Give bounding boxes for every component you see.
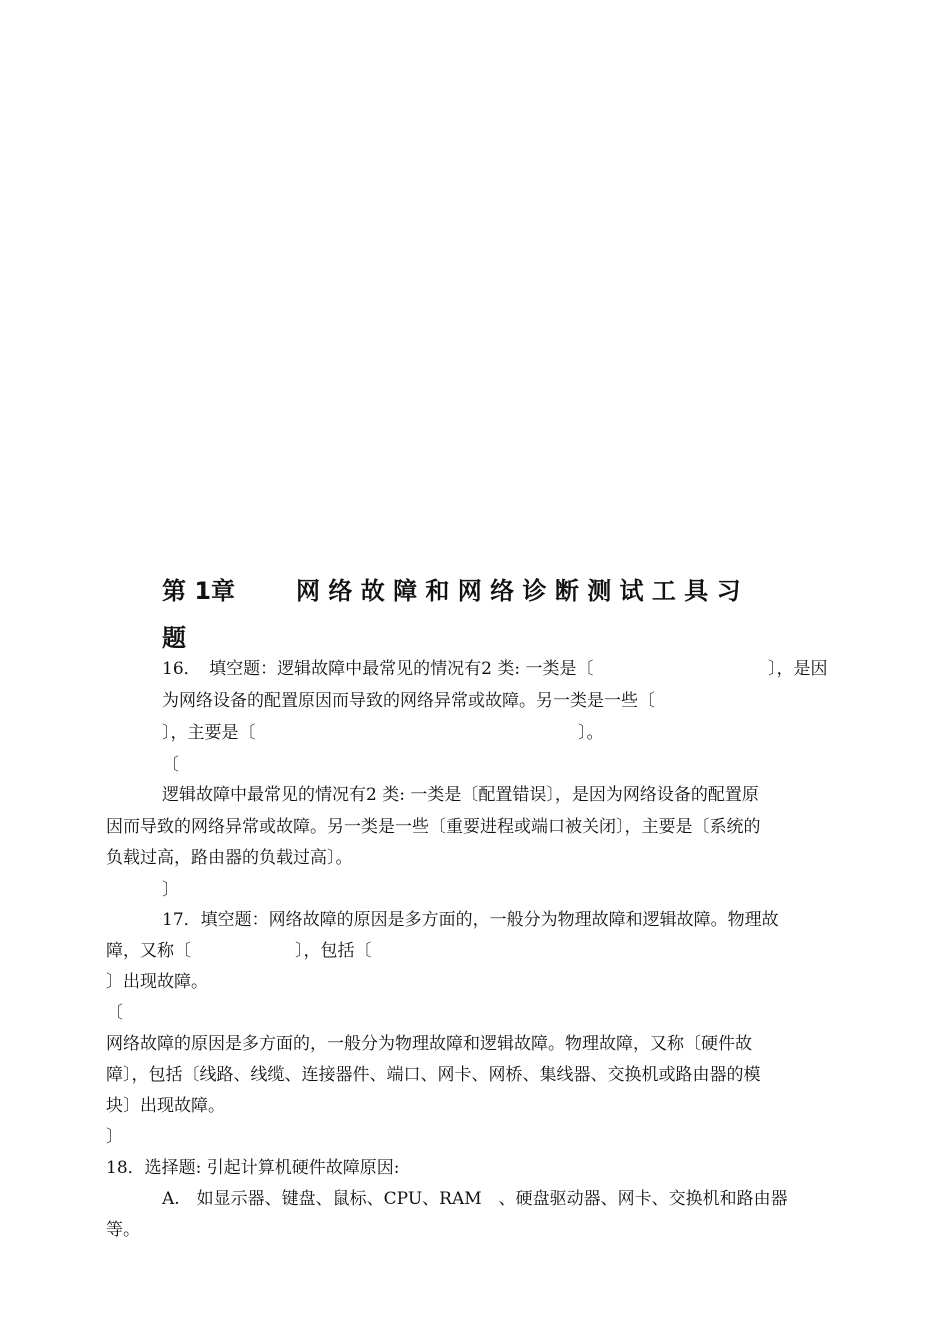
q16-answer-line-1: 逻辑故障中最常见的情况有2 类: 一类是〔配置错误〕，是因为网络设备的配置原 bbox=[162, 785, 759, 805]
q17-line-3: 〕出现故障。 bbox=[106, 972, 208, 992]
q16-line-3-end: 〕。 bbox=[578, 723, 604, 743]
q16-line-1-end: 〕，是因 bbox=[768, 659, 828, 679]
q16-line-2: 为网络设备的配置原因而导致的网络异常或故障。另一类是一些〔 bbox=[162, 691, 655, 711]
q17-line-2-mid: 〕，包括〔 bbox=[295, 941, 372, 961]
q17-answer-close: 〕 bbox=[106, 1127, 123, 1147]
q18-option-a: A. 如显示器、键盘、鼠标、CPU、RAM 、硬盘驱动器、网卡、交换机和路由器 bbox=[162, 1189, 788, 1209]
q17-line-1: 17．填空题：网络故障的原因是多方面的，一般分为物理故障和逻辑故障。物理故 bbox=[162, 910, 779, 930]
q17-answer-open: 〔 bbox=[106, 1003, 123, 1023]
q18-option-a-continued: 等。 bbox=[106, 1220, 140, 1240]
q16-answer-close: 〕 bbox=[162, 880, 179, 900]
q16-answer-open: 〔 bbox=[162, 755, 179, 775]
chapter-title: 网 络 故 障 和 网 络 诊 断 测 试 工 具 习 bbox=[296, 577, 741, 605]
q16-line-1: 16． 填空题：逻辑故障中最常见的情况有2 类: 一类是〔 bbox=[162, 659, 594, 679]
q16-answer-line-3: 负载过高，路由器的负载过高〕。 bbox=[106, 848, 353, 868]
q17-answer-line-3: 块〕出现故障。 bbox=[106, 1096, 225, 1116]
q17-line-2: 障，又称〔 bbox=[106, 941, 191, 961]
chapter-title-continued: 题 bbox=[162, 624, 186, 652]
q18-line-1: 18．选择题: 引起计算机硬件故障原因: bbox=[106, 1158, 400, 1178]
q16-line-3: 〕，主要是〔 bbox=[162, 723, 256, 743]
chapter-number: 第 1章 bbox=[162, 577, 236, 605]
q17-answer-line-2: 障〕，包括〔线路、线缆、连接器件、端口、网卡、网桥、集线器、交换机或路由器的模 bbox=[106, 1065, 761, 1085]
q17-answer-line-1: 网络故障的原因是多方面的，一般分为物理故障和逻辑故障。物理故障，又称〔硬件故 bbox=[106, 1034, 752, 1054]
q16-answer-line-2: 因而导致的网络异常或故障。另一类是一些〔重要进程或端口被关闭〕，主要是〔系统的 bbox=[106, 817, 761, 837]
